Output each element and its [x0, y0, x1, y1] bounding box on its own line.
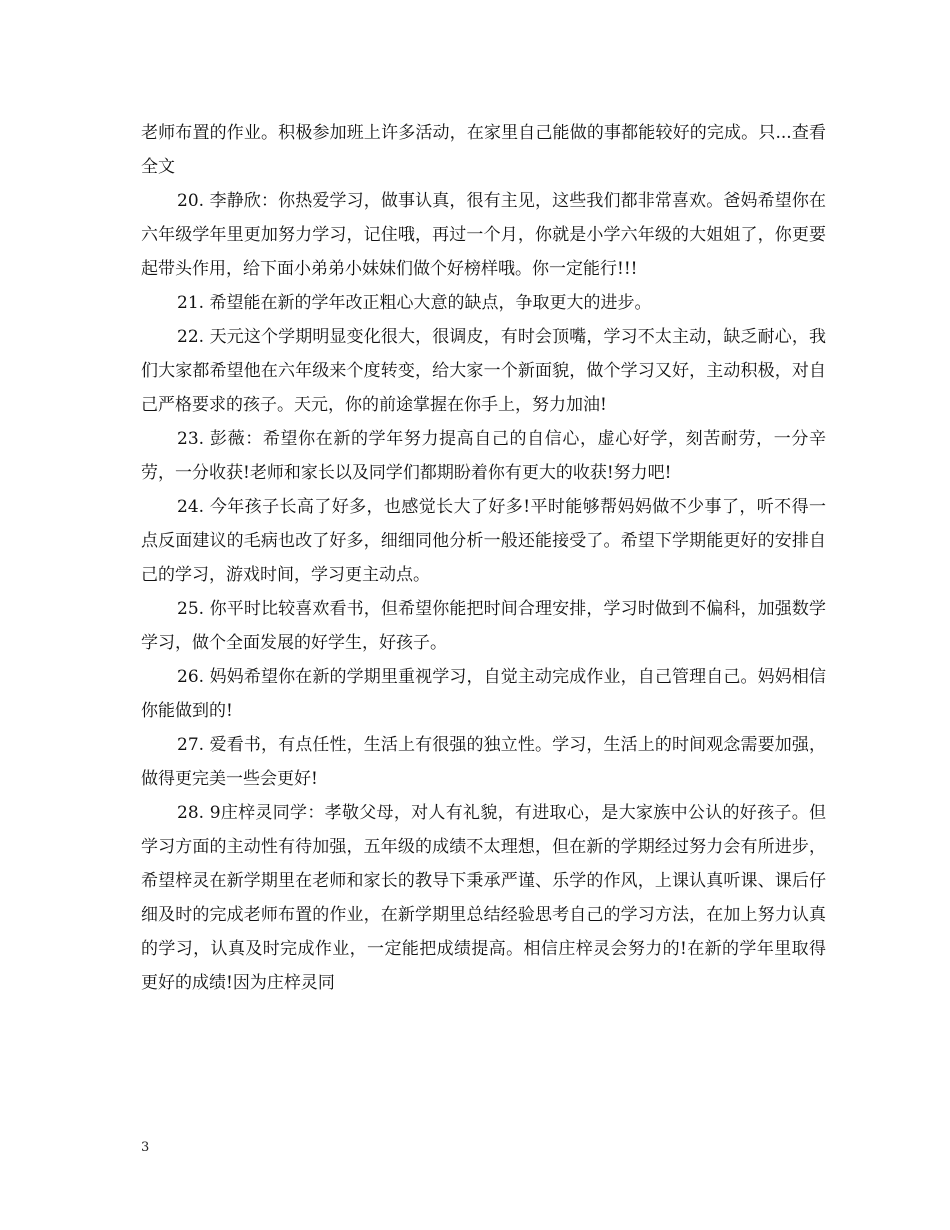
paragraph-item-20: 20. 李静欣：你热爱学习，做事认真，很有主见，这些我们都非常喜欢。爸妈希望你在六年级学年里更加努力学习，记住哦，再过一个月，你就是小学六年级的大姐姐了，你更要起带头作用，给下面小弟弟小妹妹们做个好榜样哦。你一定能行!!!: [141, 191, 826, 279]
page-number: 3: [141, 1140, 150, 1155]
paragraph-item-21: 21. 希望能在新的学年改正粗心大意的缺点，争取更大的进步。: [177, 293, 652, 313]
paragraph-item-27: 27. 爱看书，有点任性，生活上有很强的独立性。学习，生活上的时间观念需要加强，做得更完美一些会更好!: [141, 735, 826, 789]
paragraph-item-28: 28. 9庄梓灵同学：孝敬父母，对人有礼貌，有进取心，是大家族中公认的好孩子。但学习方面的主动性有待加强，五年级的成绩不太理想，但在新的学期经过努力会有所进步，希望梓灵在新学期里在老师和家长的教导下秉承严谨、乐学的作风，上课认真听课、课后仔细及时的完成老师布置的作业，在新学期里总结经验思考自己的学习方法，在加上努力认真的学习，认真及时完成作业，一定能把成绩提高。相信庄梓灵会努力的!在新的学年里取得更好的成绩!因为庄梓灵同: [141, 803, 826, 993]
paragraph-item-25: 25. 你平时比较喜欢看书，但希望你能把时间合理安排，学习时做到不偏科，加强数学学习，做个全面发展的好学生，好孩子。: [141, 599, 826, 653]
paragraph-item-26: 26. 妈妈希望你在新的学期里重视学习，自觉主动完成作业，自己管理自己。妈妈相信你能做到的!: [141, 667, 826, 721]
paragraph-item-23: 23. 彭薇：希望你在新的学年努力提高自己的自信心，虚心好学，刻苦耐劳，一分辛劳，一分收获!老师和家长以及同学们都期盼着你有更大的收获!努力吧!: [141, 429, 826, 483]
paragraph-continuation: 老师布置的作业。积极参加班上许多活动，在家里自己能做的事都能较好的完成。只...查看全文: [141, 123, 826, 177]
document-body: [141, 116, 826, 1000]
paragraph-item-24: 24. 今年孩子长高了好多，也感觉长大了好多!平时能够帮妈妈做不少事了，听不得一点反面建议的毛病也改了好多，细细同他分析一般还能接受了。希望下学期能更好的安排自己的学习，游戏时间，学习更主动点。: [141, 497, 826, 585]
paragraph-item-22: 22. 天元这个学期明显变化很大，很调皮，有时会顶嘴，学习不太主动，缺乏耐心，我们大家都希望他在六年级来个度转变，给大家一个新面貌，做个学习又好，主动积极，对自己严格要求的孩子。天元，你的前途掌握在你手上，努力加油!: [141, 327, 826, 415]
